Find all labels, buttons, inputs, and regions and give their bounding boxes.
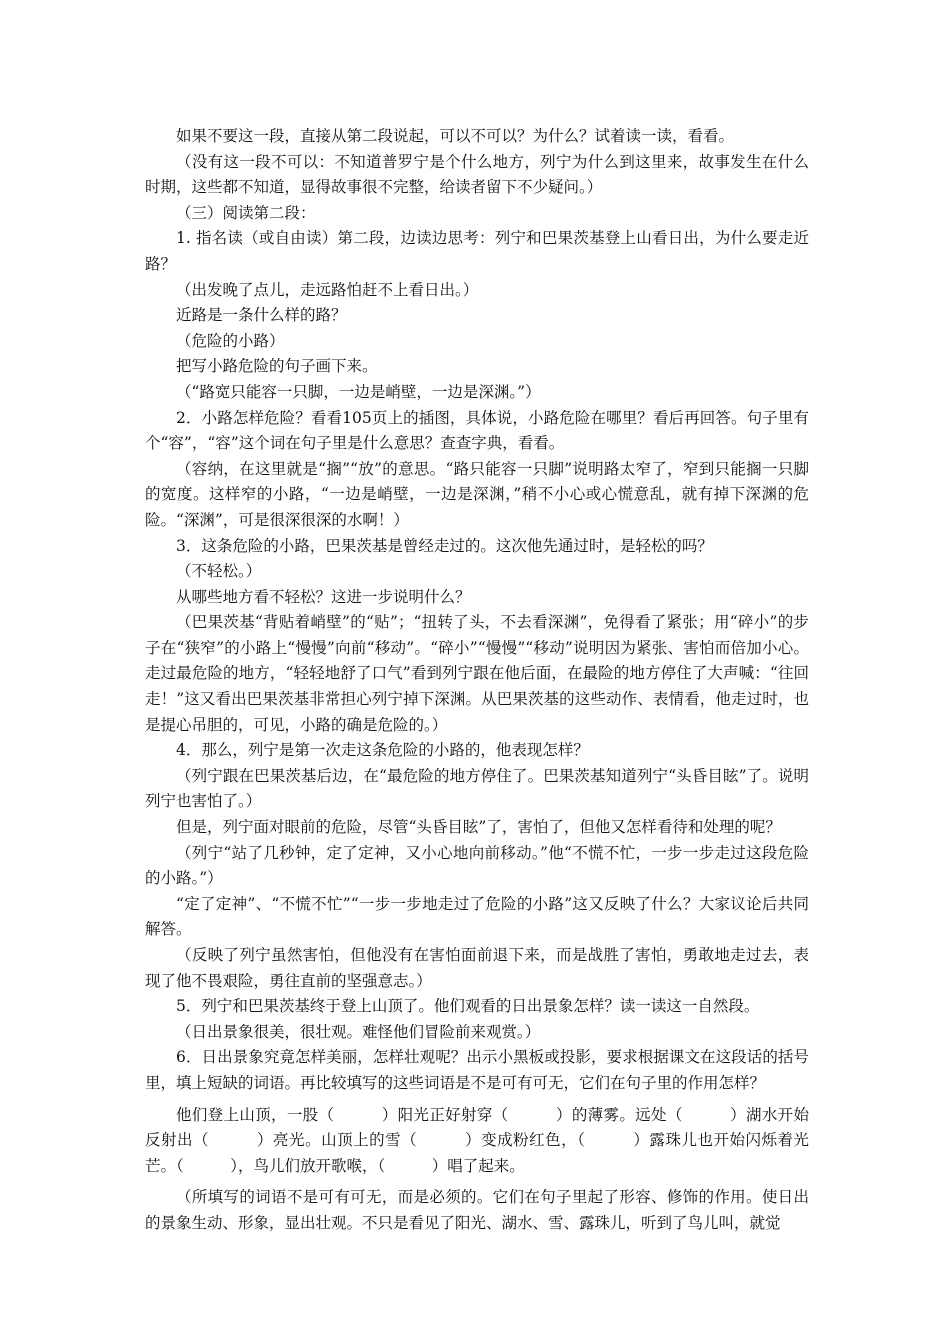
paragraph: 如果不要这一段，直接从第二段说起，可以不可以？为什么？试着读一读，看看。 [176, 127, 735, 145]
paragraph: 5．列宁和巴果茨基终于登上山顶了。他们观看的日出景象怎样？读一读这一自然段。 [176, 997, 760, 1016]
paragraph: 6．日出景象究竟怎样美丽，怎样壮观呢？出示小黑板或投影，要求根据课文在这段话的括号里，填上短缺的词语。再比较填写的这些词语是不是可有可无，它们在句子里的作用怎样？ [145, 1048, 809, 1092]
paragraph: 4．那么，列宁是第一次走这条危险的小路的，他表现怎样？ [176, 741, 589, 760]
paragraph: “定了定神”、“不慌不忙”“一步一步地走过了危险的小路”这又反映了什么？大家议论后共同解答。 [145, 894, 809, 939]
paragraph: 从哪些地方看不轻松？这进一步说明什么？ [176, 587, 471, 606]
paragraph: （巴果茨基“背贴着峭壁”的“贴”；“扭转了头，不去看深渊”，免得看了紧张；用“碎小”的步子在“狭窄”的小路上“慢慢”向前“移动”。“碎小”“慢慢”“移动”说明因为紧张、害怕而倍加小心。走过最危险的地方，“轻轻地舒了口气”看到列宁跟在他后面，在最险的地方停住了大声喊：“往回走！”这又看出巴果茨基非常担心列宁掉下深渊。从巴果茨基的这些动作、表情看，他走过时，也是提心吊胆的，可见，小路的确是危险的。） [145, 613, 809, 734]
paragraph: 但是，列宁面对眼前的危险，尽管“头昏目眩”了，害怕了，但他又怎样看待和处理的呢？ [176, 818, 781, 837]
paragraph: 3．这条危险的小路，巴果茨基是曾经走过的。这次他先通过时，是轻松的吗？ [176, 536, 713, 555]
paragraph: （出发晚了点儿，走远路怕赶不上看日出。） [176, 280, 479, 299]
paragraph: （所填写的词语不是可有可无，而是必须的。它们在句子里起了形容、修饰的作用。使日出的景象生动、形象，显出壮观。不只是看见了阳光、湖水、雪、露珠儿，听到了鸟儿叫，就觉 [145, 1188, 809, 1232]
paragraph: （列宁“站了几秒钟，定了定神，又小心地向前移动。”他“不慌不忙，一步一步走过这段危险的小路。”） [145, 843, 809, 888]
paragraph: 2．小路怎样危险？看看105页上的插图，具体说，小路危险在哪里？看后再回答。句子里有个“容”，“容”这个词在句子里是什么意思？查查字典，看看。 [145, 408, 809, 453]
paragraph: （列宁跟在巴果茨基后边，在“最危险的地方停住了。巴果茨基知道列宁“头昏目眩”了。说明列宁也害怕了。） [145, 766, 809, 811]
paragraph: （反映了列宁虽然害怕，但他没有在害怕面前退下来，而是战胜了害怕，勇敢地走过去，表现了他不畏艰险，勇往直前的坚强意志。） [145, 946, 809, 990]
paragraph: （三）阅读第二段： [176, 203, 316, 222]
paragraph: 近路是一条什么样的路？ [176, 306, 347, 325]
paragraph: （日出景象很美，很壮观。难怪他们冒险前来观赏。） [176, 1022, 541, 1041]
fill-in-blank-paragraph: 他们登上山顶，一股（ ）阳光正好射穿（ ）的薄雾。远处（ ）湖水开始反射出（ ）亮光。山顶上的雪（ ）变成粉红色，（ ）露珠儿也开始闪烁着光芒。（ ），鸟儿们放开歌喉，（ ）唱了起来。 [145, 1105, 809, 1175]
paragraph: （“路宽只能容一只脚，一边是峭壁，一边是深渊。”） [176, 382, 541, 401]
paragraph: 1. 指名读（或自由读）第二段，边读边思考：列宁和巴果茨基登上山看日出，为什么要走近路？ [145, 229, 809, 273]
paragraph: 把写小路危险的句子画下来。 [176, 357, 378, 376]
paragraph: （不轻松。） [176, 562, 262, 581]
document-body [145, 124, 809, 1237]
paragraph: （没有这一段不可以：不知道普罗宁是个什么地方，列宁为什么到这里来，故事发生在什么时期，这些都不知道，显得故事很不完整，给读者留下不少疑问。） [145, 152, 809, 197]
paragraph: （危险的小路） [176, 331, 285, 350]
paragraph: （容纳，在这里就是“搁”“放”的意思。“路只能容一只脚”说明路太窄了，窄到只能搁一只脚的宽度。这样窄的小路，“一边是峭壁，一边是深渊，”稍不小心或心慌意乱，就有掉下深渊的危险。“深渊”，可是很深很深的水啊！） [145, 459, 809, 529]
